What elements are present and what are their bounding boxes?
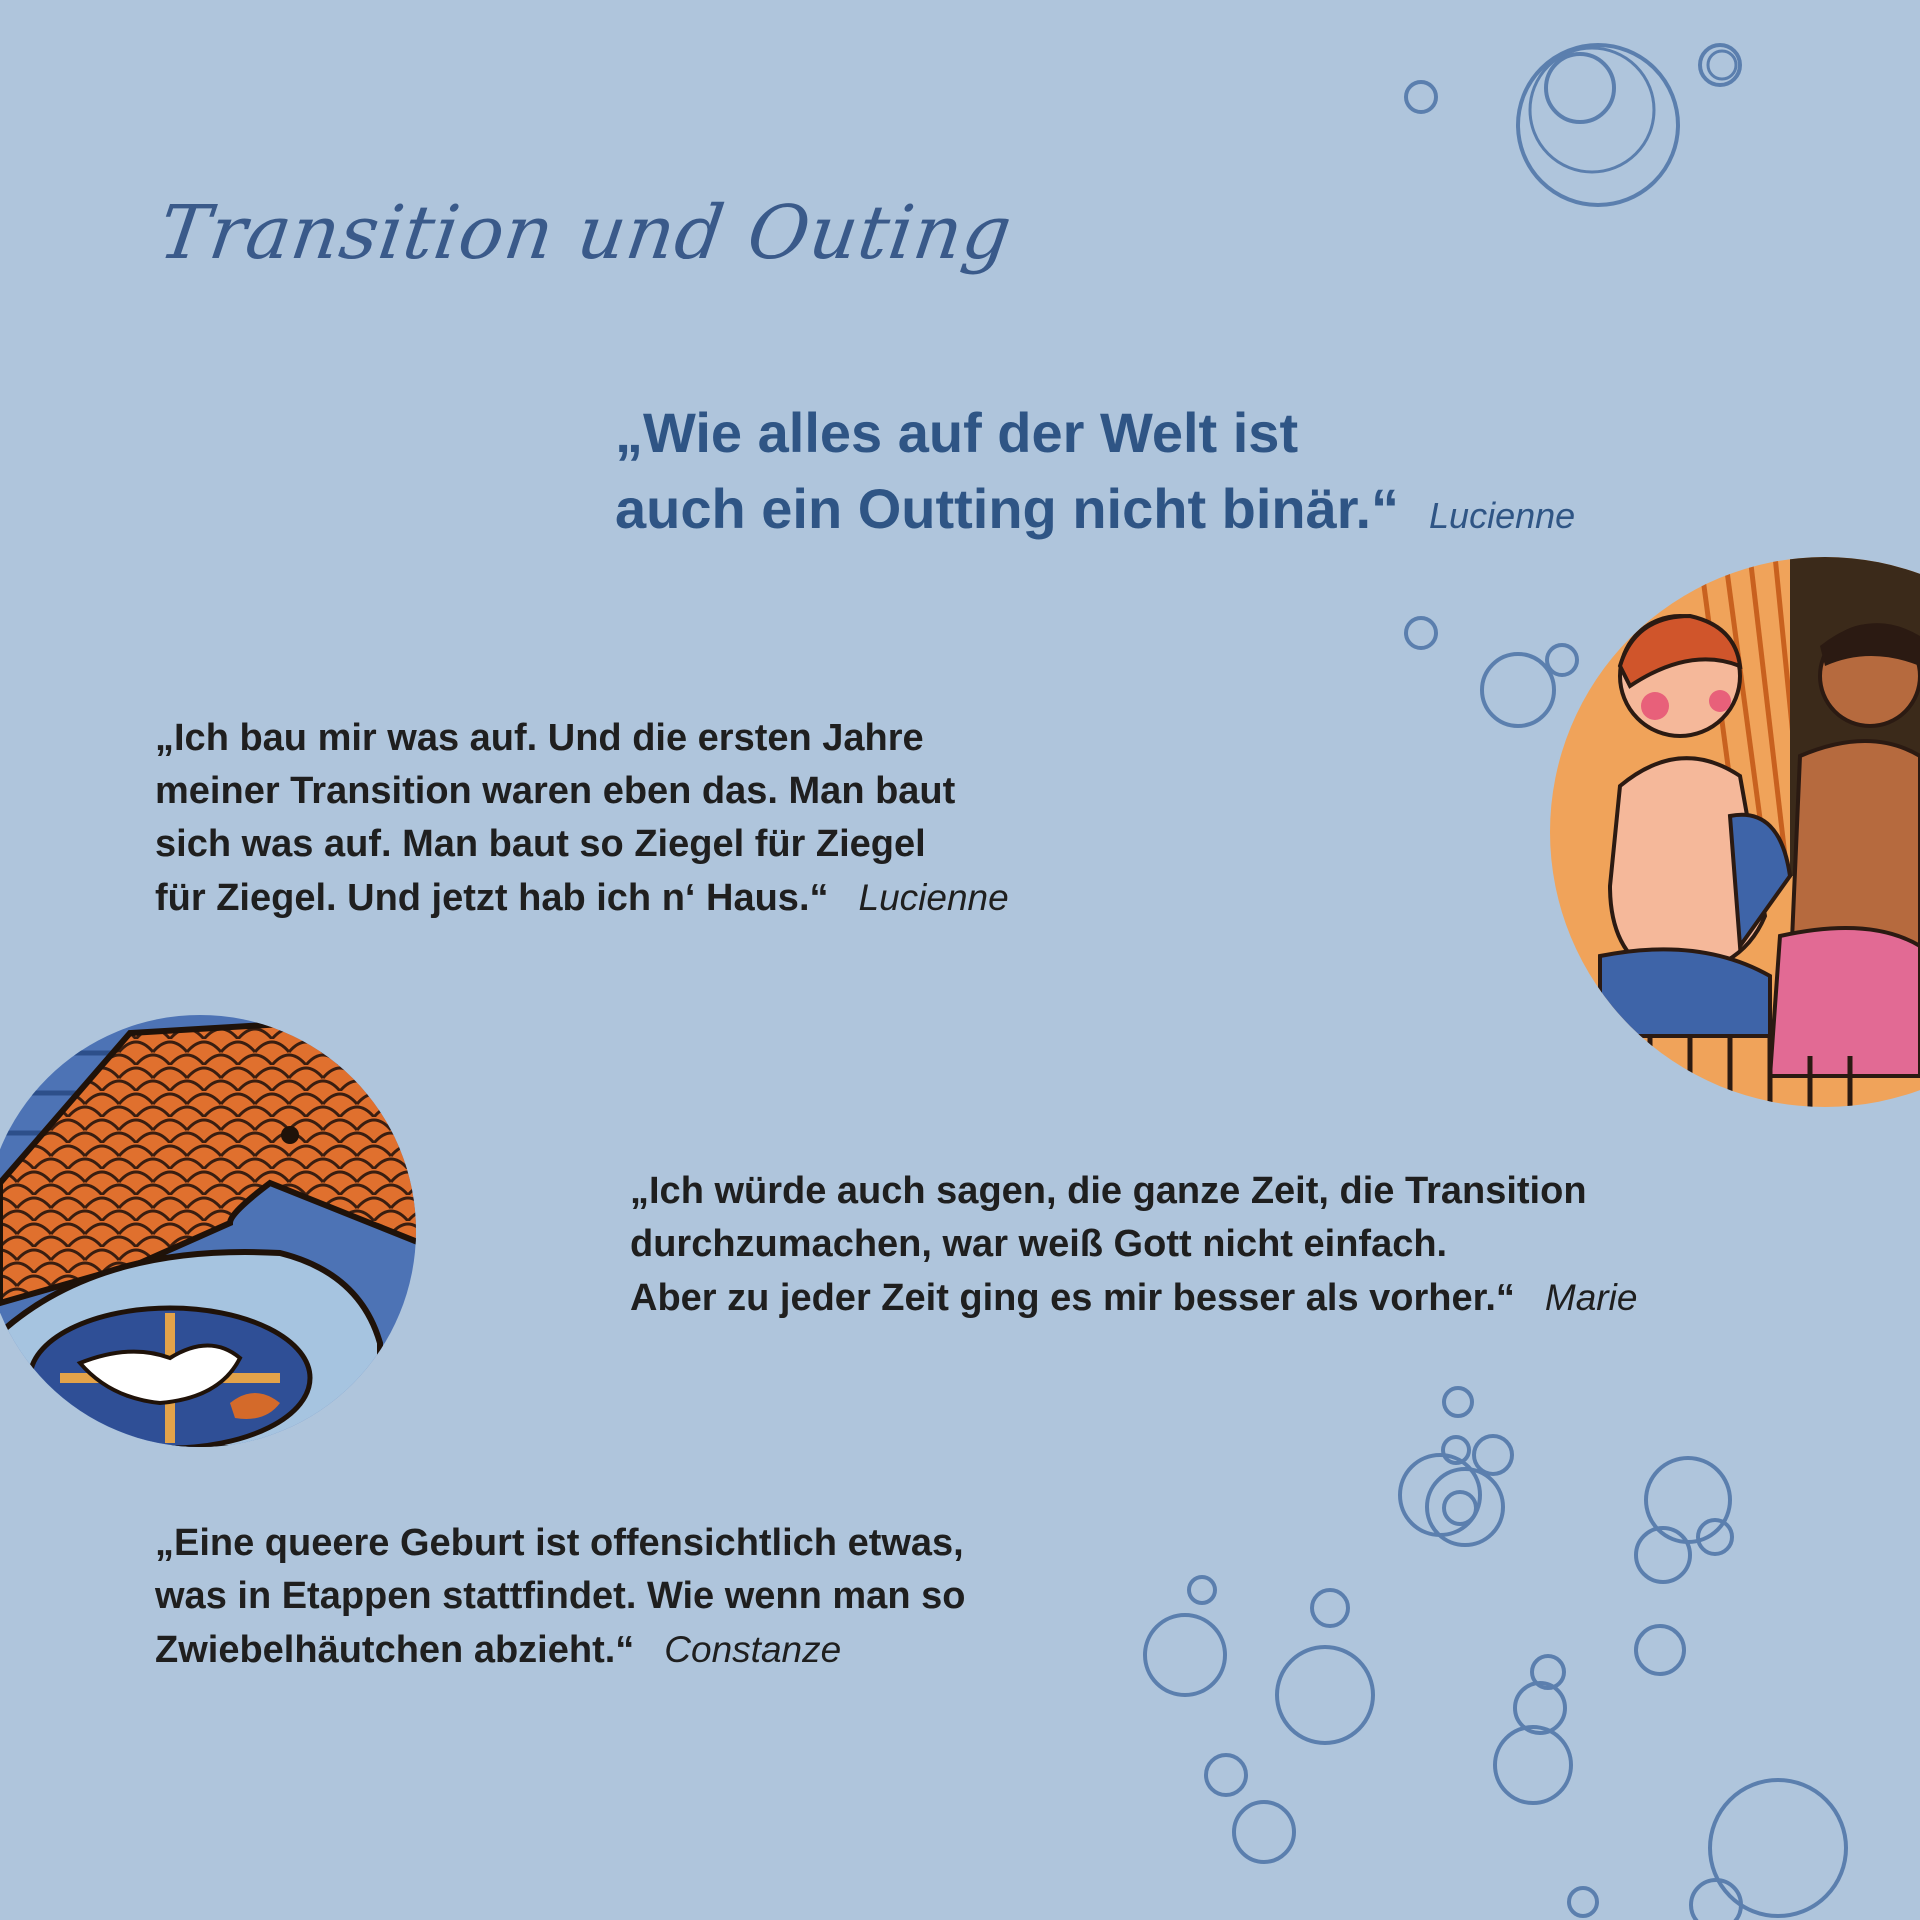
main-quote-author: Lucienne [1429, 495, 1576, 536]
quote-1-text: „Ich bau mir was auf. Und die ersten Jahre meiner Transition waren eben das. Man baut sich was auf. Man baut so Ziegel für Ziegel für Ziegel. Und jetzt hab ich n‘ Haus.“ [155, 717, 956, 919]
roof-illustration [0, 1013, 420, 1448]
page-title: Transition und Outing [153, 190, 1018, 276]
quote-1-author: Lucienne [858, 877, 1009, 918]
main-quote [615, 395, 1575, 554]
people-illustration [1540, 556, 1920, 1108]
quote-2 [630, 1165, 1637, 1325]
quote-3 [155, 1517, 965, 1677]
quote-3-author: Constanze [664, 1629, 842, 1670]
quote-2-text: „Ich würde auch sagen, die ganze Zeit, die Transition durchzumachen, war weiß Gott nicht einfach. Aber zu jeder Zeit ging es mir besser als vorher.“ [630, 1170, 1587, 1319]
quote-2-author: Marie [1544, 1277, 1638, 1318]
quote-3-text: „Eine queere Geburt ist offensichtlich etwas, was in Etappen stattfindet. Wie wenn man so Zwiebelhäutchen abzieht.“ [155, 1522, 966, 1671]
main-quote-text: „Wie alles auf der Welt ist auch ein Outting nicht binär.“ [615, 401, 1400, 540]
quote-1 [155, 712, 1009, 925]
